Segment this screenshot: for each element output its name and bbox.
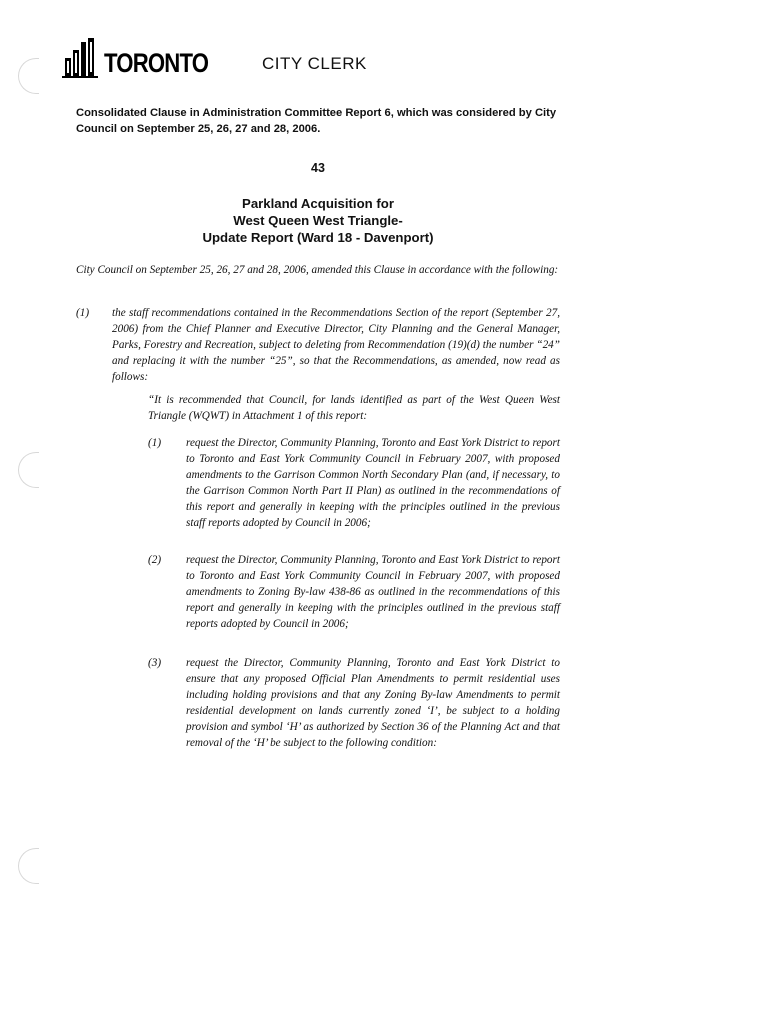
title-line-2: West Queen West Triangle- xyxy=(233,213,403,228)
document-title xyxy=(76,195,560,246)
consolidated-clause-intro: Consolidated Clause in Administration Committee Report 6, which was considered by City Council on September 25, 26, 27 and 28, 2006. xyxy=(76,107,557,135)
punch-hole-middle xyxy=(18,452,39,488)
punch-hole-top xyxy=(18,58,39,94)
amendment-text: the staff recommendations contained in the Recommendations Section of the report (September 27, 2006) from the Chief Planner and Executive Director, City Planning and the General Manager, Parks, Forestry and Recreation, subject to deleting from Recommendation (19)(d) the number “24” and replacing it with the number “25”, so that the Recommendations, as amended, now read as follows: xyxy=(112,307,560,383)
amendment-number: (1) xyxy=(76,307,90,319)
title-line-3: Update Report (Ward 18 - Davenport) xyxy=(202,230,434,245)
recommendation-number: (2) xyxy=(148,554,162,566)
recommendation-text: request the Director, Community Planning, Toronto and East York District to ensure that any proposed Official Plan Amendments to permit residential uses including holding provisions and that any Zoning By-law Amendments to permit residential development on lands currently zoned ‘I’, be subject to a holding provision and symbol ‘H’ as authorized by Section 36 of the Planning Act and that removal of the ‘H’ be subject to the following condition: xyxy=(186,657,560,749)
title-line-1: Parkland Acquisition for xyxy=(242,196,394,211)
recommendation-text: request the Director, Community Planning, Toronto and East York District to report to Toronto and East York Community Council in February 2007, with proposed amendments to the Garrison Common North Secondary Plan (and, if necessary, to the Garrison Common North Part II Plan) as outlined in the recommendations of this report and generally in keeping with the principles outlined in the previous staff reports adopted by Council in 2006; xyxy=(186,437,560,529)
punch-hole-bottom xyxy=(18,848,39,884)
quote-intro: “It is recommended that Council, for lands identified as part of the West Queen West Triangle (WQWT) in Attachment 1 of this report: xyxy=(148,394,560,422)
letterhead xyxy=(62,36,622,82)
department-name: CITY CLERK xyxy=(262,54,367,73)
recommendation-number: (1) xyxy=(148,437,162,449)
item-number: 43 xyxy=(311,161,325,175)
amendment-intro: City Council on September 25, 26, 27 and 28, 2006, amended this Clause in accordance with the following: xyxy=(76,264,559,276)
logo-wordmark: TORONTO xyxy=(104,48,209,78)
toronto-city-hall-logo-icon xyxy=(62,36,100,78)
recommendation-text: request the Director, Community Planning, Toronto and East York District to report to Toronto and East York Community Council in February 2007, with proposed amendments to Zoning By-law 438-86 as outlined in the recommendations of this report and generally in keeping with the principles outlined in the previous staff reports adopted by Council in 2006; xyxy=(186,554,560,630)
recommendation-number: (3) xyxy=(148,657,162,669)
